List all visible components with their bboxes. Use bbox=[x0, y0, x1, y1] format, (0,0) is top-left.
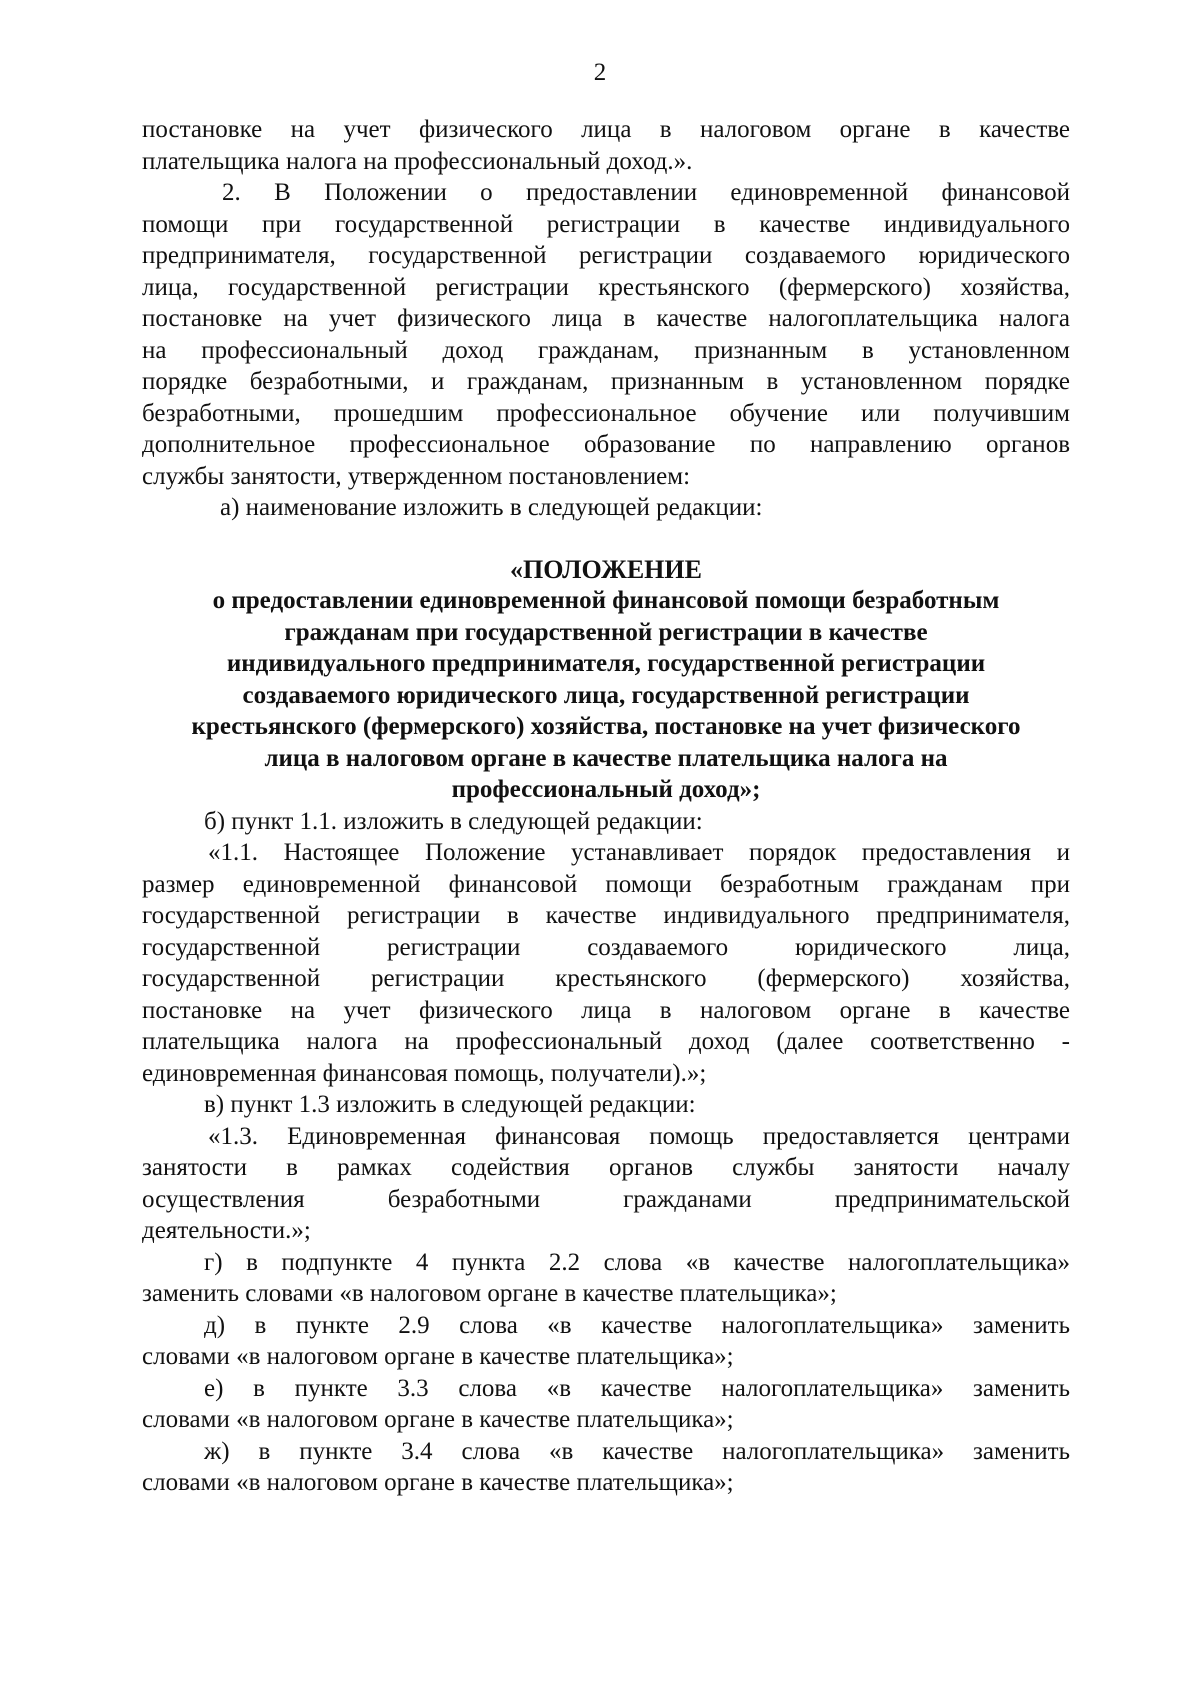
paragraph-line: плательщика налога на профессиональный доход (далее соответственно - bbox=[142, 1028, 1070, 1055]
heading-line: о предоставлении единовременной финансовой помощи безработным bbox=[212, 587, 1000, 614]
paragraph-line: 2. В Положении о предоставлении единовременной финансовой bbox=[222, 179, 1070, 206]
paragraph-line: размер единовременной финансовой помощи безработным гражданам при bbox=[142, 870, 1070, 898]
paragraph-line: заменить словами «в налоговом органе в качестве плательщика»; bbox=[142, 1280, 837, 1307]
paragraph-line: занятости в рамках содействия органов службы занятости началу bbox=[142, 1154, 1070, 1181]
document-body bbox=[142, 114, 1070, 1499]
paragraph-line: в) пункт 1.3 изложить в следующей редакции: bbox=[204, 1091, 696, 1118]
paragraph-line: ж) в пункте 3.4 слова «в качестве налогоплательщика» заменить bbox=[204, 1437, 1070, 1465]
heading-line: крестьянского (фермерского) хозяйства, постановке на учет физического bbox=[191, 713, 1021, 740]
paragraph-line: государственной регистрации создаваемого юридического лица, bbox=[142, 933, 1070, 961]
heading-line: профессиональный доход»; bbox=[451, 776, 761, 803]
heading-line: гражданам при государственной регистрации в качестве bbox=[284, 618, 928, 646]
paragraph-line: е) в пункте 3.3 слова «в качестве налогоплательщика» заменить bbox=[204, 1374, 1070, 1402]
paragraph-line: «1.3. Единовременная финансовая помощь предоставляется центрами bbox=[208, 1122, 1070, 1150]
paragraph-line: дополнительное профессиональное образование по направлению органов bbox=[142, 431, 1070, 458]
regulation-heading bbox=[142, 554, 1070, 806]
paragraph-line: «1.1. Настоящее Положение устанавливает порядок предоставления и bbox=[208, 839, 1070, 866]
page-number: 2 bbox=[593, 59, 607, 86]
heading-title: «ПОЛОЖЕНИЕ bbox=[510, 554, 702, 584]
paragraph-line: постановке на учет физического лица в качестве налогоплательщика налога bbox=[142, 305, 1070, 332]
heading-line: индивидуального предпринимателя, государственной регистрации bbox=[226, 650, 986, 677]
paragraph-line: г) в подпункте 4 пункта 2.2 слова «в качестве налогоплательщика» bbox=[204, 1248, 1070, 1276]
paragraph-line: безработными, прошедшим профессиональное обучение или получившим bbox=[142, 399, 1070, 427]
paragraph-line: д) в пункте 2.9 слова «в качестве налогоплательщика» заменить bbox=[204, 1311, 1070, 1339]
paragraph-line: предпринимателя, государственной регистрации создаваемого юридического bbox=[142, 242, 1070, 269]
heading-line: создаваемого юридического лица, государственной регистрации bbox=[242, 681, 970, 709]
paragraph-line: службы занятости, утвержденном постановлением: bbox=[142, 462, 691, 490]
heading-line: лица в налоговом органе в качестве плательщика налога на bbox=[264, 744, 948, 772]
paragraph-line: деятельности.»; bbox=[142, 1217, 311, 1244]
paragraph-line: постановке на учет физического лица в налоговом органе в качестве bbox=[142, 996, 1070, 1024]
paragraph-line: государственной регистрации крестьянского (фермерского) хозяйства, bbox=[142, 965, 1070, 992]
paragraph-line: на профессиональный доход гражданам, признанным в установленном bbox=[142, 336, 1070, 364]
paragraph-line: плательщика налога на профессиональный доход.». bbox=[142, 147, 693, 175]
paragraph-line: а) наименование изложить в следующей редакции: bbox=[220, 494, 763, 521]
paragraph-line: словами «в налоговом органе в качестве плательщика»; bbox=[142, 1469, 734, 1496]
paragraph-line: порядке безработными, и гражданам, признанным в установленном порядке bbox=[142, 368, 1070, 395]
paragraph-line: государственной регистрации в качестве индивидуального предпринимателя, bbox=[142, 902, 1070, 929]
paragraph-line: б) пункт 1.1. изложить в следующей редакции: bbox=[204, 807, 703, 835]
paragraph-line: словами «в налоговом органе в качестве плательщика»; bbox=[142, 1343, 734, 1370]
paragraph-line: словами «в налоговом органе в качестве плательщика»; bbox=[142, 1406, 734, 1433]
paragraph-line: постановке на учет физического лица в налоговом органе в качестве bbox=[142, 116, 1070, 143]
paragraph-line: лица, государственной регистрации крестьянского (фермерского) хозяйства, bbox=[142, 273, 1070, 301]
paragraph-line: осуществления безработными гражданами предпринимательской bbox=[142, 1185, 1070, 1213]
paragraph-line: помощи при государственной регистрации в качестве индивидуального bbox=[142, 210, 1070, 238]
paragraph-line: единовременная финансовая помощь, получатели).»; bbox=[142, 1059, 707, 1087]
